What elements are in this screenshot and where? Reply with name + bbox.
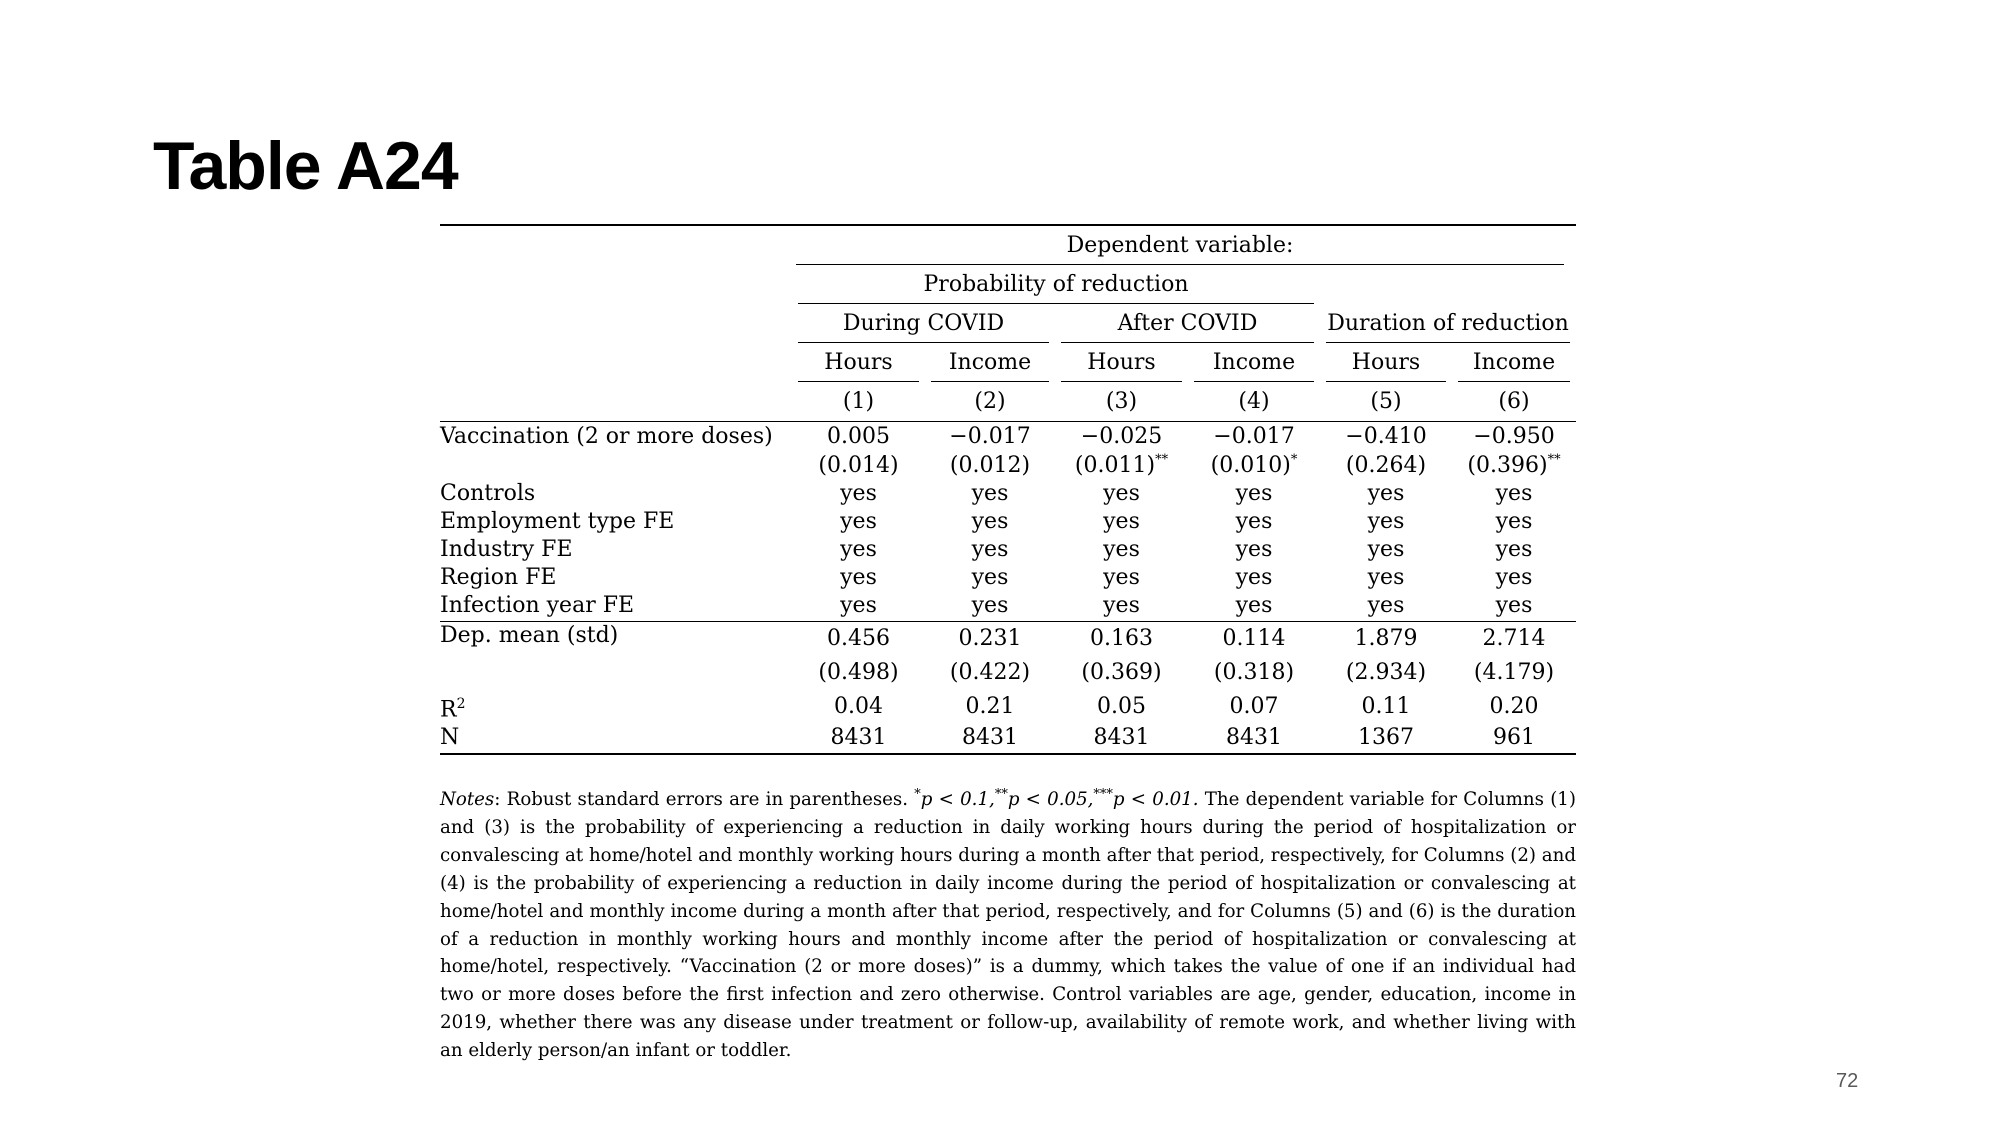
table-cell: 0.231: [925, 622, 1055, 656]
during-covid-header: [792, 304, 1055, 343]
coef-cell: 0.005: [827, 423, 890, 449]
after-covid-header: [1055, 304, 1320, 343]
table-cell: 961: [1493, 725, 1535, 751]
page-number: 72: [1836, 1070, 1859, 1092]
row-label: Vaccination (2 or more doses): [440, 423, 773, 449]
table-cell: yes: [971, 593, 1009, 619]
row-label: N: [440, 725, 460, 751]
text: Probability of reduction: [798, 266, 1314, 304]
probability-header: [792, 265, 1320, 304]
table-cell: yes: [1235, 480, 1273, 506]
table-cell: yes: [1367, 536, 1405, 562]
column-number: (5): [1320, 382, 1452, 422]
table-cell: 0.114: [1188, 622, 1320, 656]
table-cell: 0.04: [834, 693, 883, 719]
column-number: (1): [792, 382, 925, 422]
row-label: [440, 690, 792, 724]
se-cell: [1055, 452, 1188, 480]
table-cell: yes: [1495, 536, 1533, 562]
table-cell: 0.11: [1361, 693, 1411, 719]
table-cell: yes: [971, 536, 1009, 562]
table-cell: 0.21: [965, 693, 1015, 719]
table-cell: (0.422): [949, 659, 1031, 685]
table-cell: (0.369): [1081, 659, 1162, 685]
table-cell: yes: [840, 593, 877, 619]
table-cell: 2.714: [1452, 622, 1576, 656]
n-row: [440, 724, 1576, 754]
coef-cell: −0.410: [1345, 423, 1427, 449]
table-cell: yes: [1235, 508, 1273, 534]
text: (0.264): [1345, 452, 1427, 478]
dep-mean-row: [440, 622, 1576, 656]
table-cell: 1367: [1358, 725, 1414, 751]
text: After COVID: [1061, 305, 1314, 343]
text: *: [1290, 452, 1298, 468]
text: The dependent variable for Columns (1) and (3) is the probability of experiencing a reduction in daily working hours during the period of hospitalization or convalescing at home/hotel and monthly working hours during a month after that period, respectively, for Columns (2) and (4) is the probability of experiencing a reduction in daily income during the period of hospitalization or convalescing at home/hotel and monthly income during a month after that period, respectively, and for Columns (5) and (6) is the duration of a reduction in monthly working hours and monthly income after the period of hospitalization or convalescing at home/hotel, respectively. “Vaccination (2 or more doses)” is a dummy, which takes the value of one if an individual had two or more doses before the first infection and zero otherwise. Control variables are age, gender, education, income in 2019, whether there was any disease under treatment or follow-up, availability of remote work, and whether living with an elderly person/an infant or toddler.: [440, 789, 1576, 1062]
table-cell: yes: [1367, 508, 1405, 534]
text: Duration of reduction: [1326, 305, 1570, 343]
text: **: [1155, 452, 1169, 468]
table-cell: (0.498): [818, 659, 899, 685]
table-cell: yes: [1367, 593, 1405, 619]
fe-row: [440, 564, 1576, 592]
table-cell: yes: [1103, 593, 1140, 619]
fe-row: [440, 480, 1576, 508]
text: Hours: [1326, 344, 1446, 382]
dep-std-row: [440, 656, 1576, 690]
column-number: (3): [1055, 382, 1188, 422]
text: ***: [1093, 786, 1113, 802]
coef-cell: −0.950: [1473, 423, 1555, 449]
dependent-variable-header: [792, 225, 1576, 265]
table-cell: 0.07: [1229, 693, 1279, 719]
table-cell: 8431: [1093, 725, 1150, 751]
text: p < 0.05,: [1007, 789, 1094, 810]
row-label: Infection year FE: [440, 593, 635, 619]
table-cell: yes: [1235, 593, 1273, 619]
se-cell: [1188, 452, 1320, 480]
row-label: Region FE: [440, 564, 557, 590]
table-cell: yes: [1495, 508, 1533, 534]
coef-cell: −0.017: [1213, 423, 1295, 449]
table-cell: yes: [971, 564, 1009, 590]
table-cell: yes: [1103, 480, 1140, 506]
table-cell: yes: [1495, 593, 1533, 619]
se-cell: [925, 452, 1055, 480]
table-cell: yes: [1495, 564, 1533, 590]
subcol-header: [925, 343, 1055, 382]
coef-cell: −0.017: [949, 423, 1031, 449]
text: R: [440, 696, 457, 722]
se-cell: [1452, 452, 1576, 480]
text: : Robust standard errors are in parentheses.: [494, 789, 915, 810]
table-cell: 8431: [1226, 725, 1282, 751]
text: 2: [456, 695, 466, 712]
column-number-row: [440, 382, 1576, 422]
duration-header: [1320, 304, 1576, 343]
subcol-header: [1055, 343, 1188, 382]
vaccination-coef-row: [440, 422, 1576, 452]
column-number: (4): [1188, 382, 1320, 422]
table-cell: yes: [840, 536, 877, 562]
table-cell: yes: [1103, 536, 1140, 562]
table-cell: 8431: [830, 725, 887, 751]
table-cell: 0.456: [792, 622, 925, 656]
text: **: [994, 786, 1008, 802]
table-cell: (2.934): [1345, 659, 1427, 685]
r-squared-row: [440, 690, 1576, 724]
row-label: [440, 304, 792, 343]
table-cell: yes: [1495, 480, 1533, 506]
subcol-header: [792, 343, 925, 382]
table-cell: yes: [971, 480, 1009, 506]
fe-row: [440, 592, 1576, 622]
se-cell: [1320, 452, 1452, 480]
coef-cell: −0.025: [1080, 423, 1163, 449]
row-label: [440, 343, 792, 382]
table-cell: 8431: [962, 725, 1018, 751]
row-label: Industry FE: [440, 536, 573, 562]
table-cell: yes: [1103, 564, 1140, 590]
row-label: [440, 656, 792, 690]
text: (0.012): [949, 452, 1031, 478]
row-label: Employment type FE: [440, 508, 675, 534]
table-cell: 1.879: [1320, 622, 1452, 656]
table-cell: yes: [840, 480, 877, 506]
table-cell: (0.318): [1213, 659, 1295, 685]
text: (0.010): [1210, 452, 1291, 478]
row-label: Controls: [440, 480, 536, 506]
row-label: [440, 265, 792, 304]
row-label: [440, 452, 792, 480]
row-label: [440, 382, 792, 422]
row-label: [440, 225, 792, 265]
text: Income: [1458, 344, 1570, 382]
table-cell: [1320, 265, 1576, 304]
text: (0.011): [1074, 452, 1156, 478]
text: (0.396): [1467, 452, 1548, 478]
text: Hours: [1061, 344, 1182, 382]
text: Hours: [798, 344, 919, 382]
table-cell: (4.179): [1473, 659, 1555, 685]
subcol-header: [1452, 343, 1576, 382]
text: Notes: [440, 789, 495, 810]
subcol-header: [1320, 343, 1452, 382]
table-cell: yes: [1367, 564, 1405, 590]
slide-title: Table A24: [153, 128, 458, 204]
text: *: [914, 786, 921, 802]
text: p < 0.01.: [1112, 789, 1199, 810]
fe-row: [440, 508, 1576, 536]
row-label: Dep. mean (std): [440, 622, 792, 656]
table-cell: yes: [840, 564, 877, 590]
regression-table: [440, 224, 1576, 755]
table-cell: 0.05: [1097, 693, 1146, 719]
text: Income: [1194, 344, 1314, 382]
column-number: (2): [925, 382, 1055, 422]
vaccination-se-row: [440, 452, 1576, 480]
table-cell: yes: [840, 508, 877, 534]
text: (0.014): [818, 452, 899, 478]
table-notes: [440, 786, 1576, 1065]
text: Dependent variable:: [796, 227, 1564, 265]
text: p < 0.1,: [920, 789, 995, 810]
column-number: (6): [1452, 382, 1576, 422]
text: **: [1547, 452, 1561, 468]
text: During COVID: [798, 305, 1049, 343]
subcol-header: [1188, 343, 1320, 382]
table-cell: yes: [1367, 480, 1405, 506]
table-cell: 0.20: [1489, 693, 1539, 719]
table-cell: yes: [1103, 508, 1140, 534]
table-cell: 0.163: [1055, 622, 1188, 656]
table-cell: yes: [1235, 564, 1273, 590]
table-cell: yes: [1235, 536, 1273, 562]
fe-row: [440, 536, 1576, 564]
text: Income: [931, 344, 1049, 382]
table-cell: yes: [971, 508, 1009, 534]
se-cell: [792, 452, 925, 480]
